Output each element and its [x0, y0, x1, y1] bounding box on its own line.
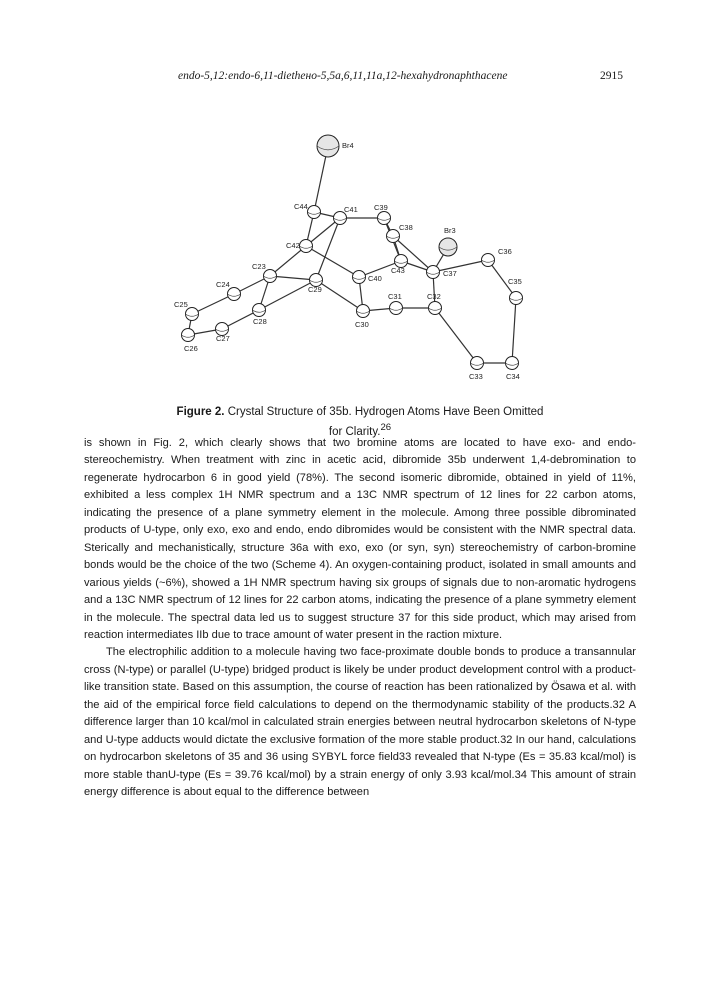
atom-ellipsoid-c25: [186, 308, 199, 321]
atom-ellipsoid-c44: [308, 206, 321, 219]
atom-c37: [427, 266, 440, 279]
atom-ellipsoid-c40: [353, 271, 366, 284]
atom-ellipsoid-c32: [429, 302, 442, 315]
bond-C37-C36: [433, 260, 488, 272]
atom-ellipsoid-c35: [510, 292, 523, 305]
atom-ellipsoid-c38: [387, 230, 400, 243]
atom-br3: [439, 238, 457, 256]
atom-label-br4: Br4: [342, 141, 354, 150]
atom-label-c23: C23: [252, 262, 266, 271]
atom-label-c43: C43: [391, 266, 405, 275]
atom-label-c32: C32: [427, 292, 441, 301]
atom-label-c37: C37: [443, 269, 457, 278]
atom-ellipsoid-br3: [439, 238, 457, 256]
atom-label-c30: C30: [355, 320, 369, 329]
atom-c28: [253, 304, 266, 317]
atom-c35: [510, 292, 523, 305]
atom-ellipsoid-c23: [264, 270, 277, 283]
atom-ellipsoid-c24: [228, 288, 241, 301]
atom-label-c34: C34: [506, 372, 520, 381]
atom-label-c38: C38: [399, 223, 413, 232]
atom-c33: [471, 357, 484, 370]
atom-label-c42: C42: [286, 241, 300, 250]
paragraph-2: The electrophilic addition to a molecule having two face-proximate double bonds to produce a transannular cross (N-type) or parallel (U-type) bridged product is likely be under product development control with a product-like transition state. Based on this assumption, the course of reaction has been rationalized by Ösawa et al. with the aid of the empirical force field calculations to depend on the thermodynamic stability of the products.32 A difference larger than 10 kcal/mol in calculated strain energies between neutral hydrocarbon skeletons of N-type and U-type adducts would dictate the exclusive formation of the more stable product.32 In our hand, calculations on hydrocarbon skeletons of 35 and 36 using SYBYL force field33 revealed that N-type (Es = 35.83 kcal/mol) is more stable thanU-type (Es = 39.76 kcal/mol) by a strain energy of only 3.93 kcal/mol.34 This amount of strain energy difference is about equal to the difference between: [84, 646, 636, 799]
atom-c30: [357, 305, 370, 318]
atom-c23: [264, 270, 277, 283]
atom-c24: [228, 288, 241, 301]
atom-ellipsoid-c33: [471, 357, 484, 370]
atom-ellipsoid-c28: [253, 304, 266, 317]
crystal-structure-figure: [160, 128, 560, 393]
bond-C29-C30: [316, 280, 363, 311]
atom-ellipsoid-c42: [300, 240, 313, 253]
atom-br4: [317, 135, 339, 157]
ortep-structure-diagram: [160, 128, 560, 393]
atom-label-c28: C28: [253, 317, 267, 326]
atom-c31: [390, 302, 403, 315]
bond-C42-C40: [306, 246, 359, 277]
atom-c39: [378, 212, 391, 225]
body-text: [84, 435, 636, 802]
atom-c32: [429, 302, 442, 315]
atom-c34: [506, 357, 519, 370]
paragraph-1: is shown in Fig. 2, which clearly shows that two bromine atoms are located to have exo- and endo-stereochemistry. When treatment with zinc in acetic acid, dibromide 35b underwent 1,4-debromination to regenerate hydrocarbon 6 in good yield (78%). The second isomeric dibromide, obtained in yield of 11%, exhibited a less complex 1H NMR spectrum and a 13C NMR spectrum of 12 lines for 22 carbon atoms, indicating the presence of a plane symmetry element in the molecule. Among three possible dibrominated products of U-type, only exo, exo and endo, endo dibromides would be consistent with the NMR spectral data. Sterically and mechanistically, structure 36a with exo, exo (or syn, syn) stereochemistry of carbon-bromine bonds would be the choice of the two (Scheme 4). An oxygen-containing product, isolated in small amounts and various yields (~6%), showed a 1H NMR spectrum having six groups of signals due to non-aromatic hydrogens and a 13C NMR spectrum of 12 lines for 22 carbon atoms, indicating the presence of a plane symmetry element in the molecule. The spectral data led us to suggest structure 37 for this side product, which may arised from reaction intermediates IIb due to trace amount of water present in the raction mixture.: [84, 437, 636, 641]
atom-c42: [300, 240, 313, 253]
atom-label-c33: C33: [469, 372, 483, 381]
atom-label-c26: C26: [184, 344, 198, 353]
atom-c26: [182, 329, 195, 342]
atom-label-c35: C35: [508, 277, 522, 286]
running-head: [0, 70, 720, 86]
atom-label-c36: C36: [498, 247, 512, 256]
atom-label-c40: C40: [368, 274, 382, 283]
atom-ellipsoid-c31: [390, 302, 403, 315]
bond-C35-C34: [512, 298, 516, 363]
atom-ellipsoid-c34: [506, 357, 519, 370]
bond-C42-C23: [270, 246, 306, 276]
atom-label-c39: C39: [374, 203, 388, 212]
atom-label-c29: C29: [308, 285, 322, 294]
atom-ellipsoid-c37: [427, 266, 440, 279]
atom-label-c41: C41: [344, 205, 358, 214]
figure-caption-text: Crystal Structure of 35b. Hydrogen Atoms Have Been Omitted for Clarity.: [227, 406, 544, 438]
figure-caption-ref: 26: [380, 422, 392, 433]
atom-c25: [186, 308, 199, 321]
atom-label-c25: C25: [174, 300, 188, 309]
atom-label-c27: C27: [216, 334, 230, 343]
atom-label-c44: C44: [294, 202, 308, 211]
atom-c44: [308, 206, 321, 219]
atom-c38: [387, 230, 400, 243]
figure-caption-label: Figure 2.: [176, 406, 225, 418]
bond-C33-C32: [435, 308, 477, 363]
atom-c40: [353, 271, 366, 284]
running-title: endo-5,12:endo-6,11-diethено-5,5a,6,11,11a,12-hexahydronaphthacene: [178, 70, 508, 82]
atom-ellipsoid-br4: [317, 135, 339, 157]
atom-ellipsoid-c39: [378, 212, 391, 225]
atom-ellipsoid-c30: [357, 305, 370, 318]
atom-label-br3: Br3: [444, 226, 456, 235]
atom-ellipsoid-c26: [182, 329, 195, 342]
atom-label-c31: C31: [388, 292, 402, 301]
atom-c36: [482, 254, 495, 267]
atom-ellipsoid-c36: [482, 254, 495, 267]
page-number: 2915: [600, 70, 623, 82]
atom-label-c24: C24: [216, 280, 230, 289]
